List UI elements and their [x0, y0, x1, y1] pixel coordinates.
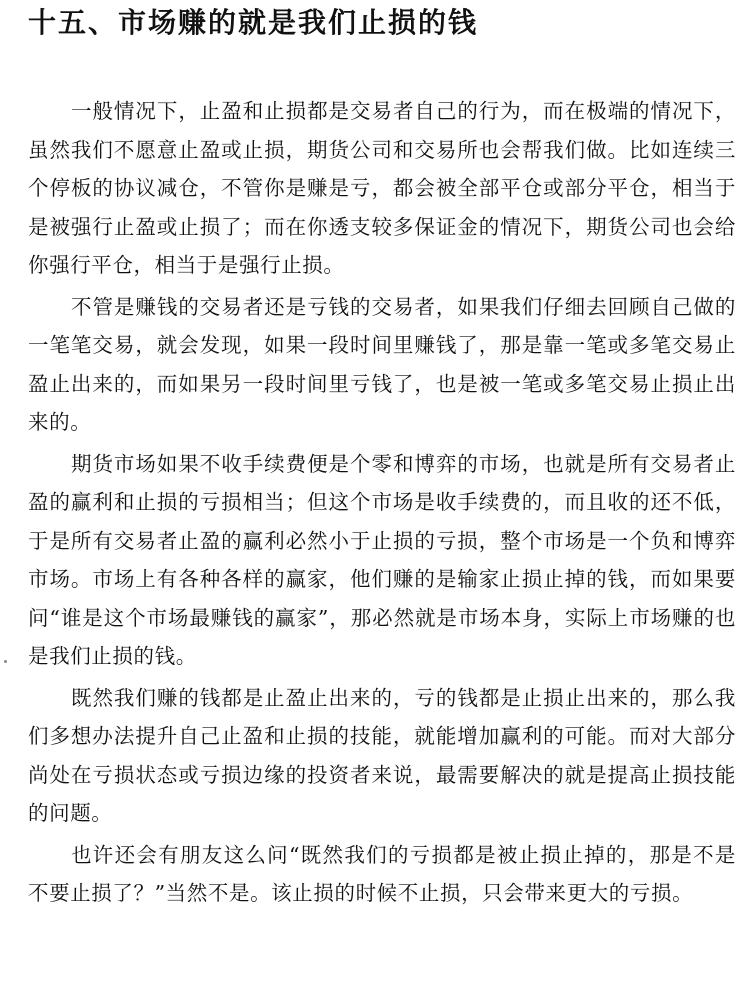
paragraph-5: 也许还会有朋友这么问“既然我们的亏损都是被止损止掉的，那是不是不要止损了？”当然不是。该止损的时候不止损，只会带来更大的亏损。	[28, 842, 736, 905]
scan-speck	[4, 660, 7, 663]
paragraph-4: 既然我们赚的钱都是止盈止出来的，亏的钱都是止损止出来的，那么我们多想办法提升自己止盈和止损的技能，就能增加赢利的可能。而对大部分尚处在亏损状态或亏损边缘的投资者来说，最需要解决的就是提高止损技能的问题。	[28, 685, 736, 825]
body-text	[28, 92, 736, 913]
section-title: 十五、市场赚的就是我们止损的钱	[28, 6, 479, 39]
paragraph-2: 不管是赚钱的交易者还是亏钱的交易者，如果我们仔细去回顾自己做的一笔笔交易，就会发现，如果一段时间里赚钱了，那是靠一笔或多笔交易止盈止出来的，而如果另一段时间里亏钱了，也是被一笔或多笔交易止损止出来的。	[28, 294, 736, 434]
paragraph-3: 期货市场如果不收手续费便是个零和博弈的市场，也就是所有交易者止盈的赢利和止损的亏损相当；但这个市场是收手续费的，而且收的还不低，于是所有交易者止盈的赢利必然小于止损的亏损，整个市场是一个负和博弈市场。市场上有各种各样的赢家，他们赚的是输家止损止掉的钱，而如果要问“谁是这个市场最赚钱的赢家”，那必然就是市场本身，实际上市场赚的也是我们止损的钱。	[28, 451, 736, 668]
paragraph-1: 一般情况下，止盈和止损都是交易者自己的行为，而在极端的情况下，虽然我们不愿意止盈或止损，期货公司和交易所也会帮我们做。比如连续三个停板的协议减仓，不管你是赚是亏，都会被全部平仓或部分平仓，相当于是被强行止盈或止损了；而在你透支较多保证金的情况下，期货公司也会给你强行平仓，相当于是强行止损。	[28, 99, 736, 277]
